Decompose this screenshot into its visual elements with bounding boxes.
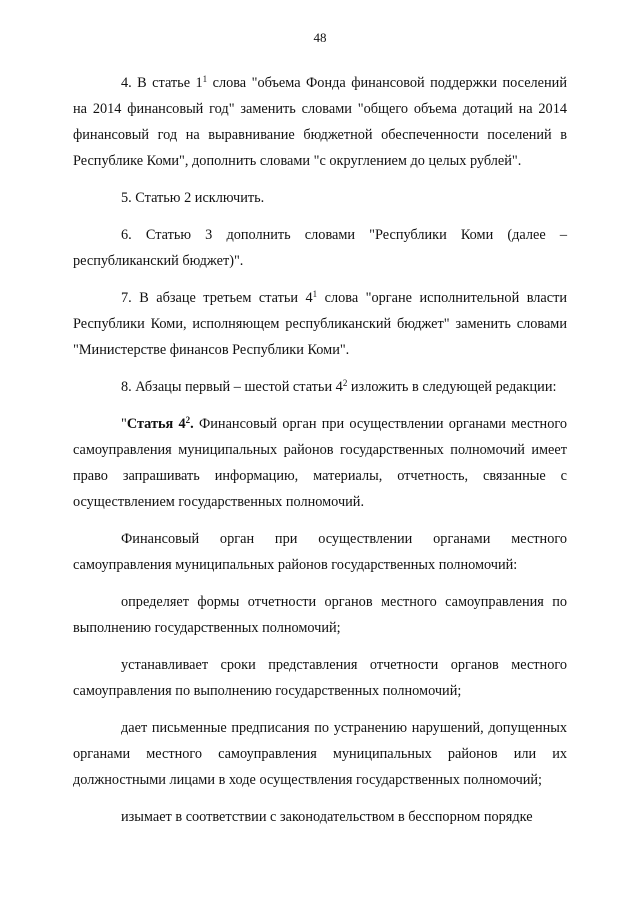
paragraph-art42	[73, 411, 567, 515]
paragraph-withdraws	[73, 804, 567, 830]
paragraph-fin-organ	[73, 526, 567, 578]
paragraph-text: 4. В статье 1	[121, 75, 203, 91]
paragraph-text: Финансовый орган при осуществлении органами местного самоуправления муниципальных районов государственных полномочий имеет право запрашивать информацию, материалы, отчетность, связанные с осуществлением государственных полномочий.	[73, 416, 567, 510]
paragraph-text: определяет формы отчетности органов местного самоуправления по выполнению государственных полномочий;	[73, 594, 567, 636]
paragraph-text: слова "объема Фонда финансовой поддержки поселений на 2014 финансовый год" заменить словами "общего объема дотаций на 2014 финансовый год на выравнивание бюджетной обеспеченности поселений в Республике Коми", дополнить словами "с округлением до целых рублей".	[73, 75, 567, 169]
paragraph-text: 7. В абзаце третьем статьи 4	[121, 290, 313, 306]
superscript: 1	[202, 74, 208, 84]
paragraph-text: устанавливает сроки представления отчетности органов местного самоуправления по выполнению государственных полномочий;	[73, 657, 567, 699]
paragraph-defines	[73, 589, 567, 641]
paragraph-p6	[73, 222, 567, 274]
paragraph-p4	[73, 70, 567, 174]
article-heading-superscript: 2	[185, 415, 191, 425]
paragraph-gives	[73, 715, 567, 793]
article-heading: Статья 4	[126, 416, 186, 432]
superscript: 2	[342, 378, 348, 388]
paragraph-text: 6. Статью 3 дополнить словами "Республики Коми (далее – республиканский бюджет)".	[73, 227, 567, 269]
document-body	[73, 70, 567, 841]
paragraph-sets	[73, 652, 567, 704]
article-heading: .	[190, 416, 194, 432]
paragraph-text: Финансовый орган при осуществлении органами местного самоуправления муниципальных районов государственных полномочий:	[73, 531, 567, 573]
paragraph-text: дает письменные предписания по устранению нарушений, допущенных органами местного самоуправления муниципальных районов или их должностными лицами в ходе осуществления государственных полномочий;	[73, 720, 567, 788]
paragraph-p5	[73, 185, 567, 211]
paragraph-text: изложить в следующей редакции:	[347, 379, 557, 395]
paragraph-p7	[73, 285, 567, 363]
paragraph-text: 5. Статью 2 исключить.	[121, 190, 265, 206]
paragraph-p8	[73, 374, 567, 400]
paragraph-text: 8. Абзацы первый – шестой статьи 4	[121, 379, 343, 395]
page-number: 48	[313, 30, 327, 45]
superscript: 1	[312, 289, 318, 299]
paragraph-text: изымает в соответствии с законодательством в бесспорном порядке	[121, 809, 533, 825]
paragraph-text: "	[121, 416, 127, 432]
paragraph-text: слова "органе исполнительной власти Республики Коми, исполняющем республиканский бюджет" заменить словами "Министерстве финансов Республики Коми".	[73, 290, 567, 358]
